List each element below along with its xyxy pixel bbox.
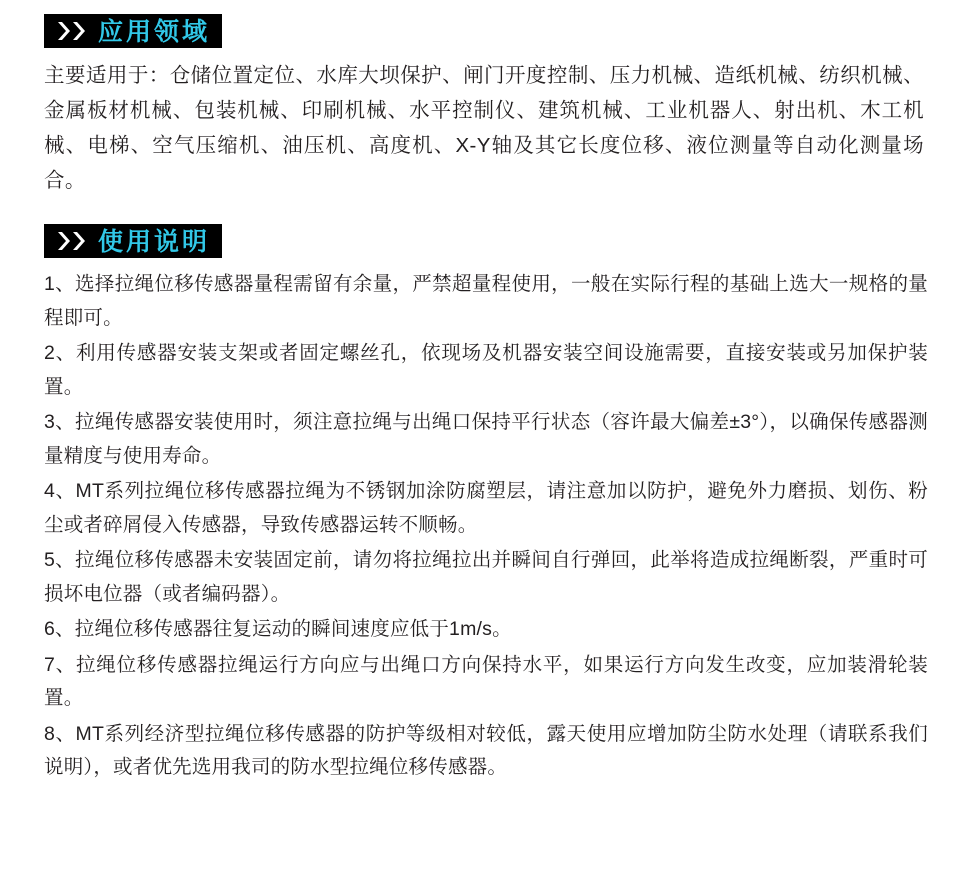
section-heading-application-fields (44, 14, 222, 48)
section-title-plate (96, 14, 222, 48)
instructions-body (44, 268, 928, 785)
instruction-item: 2、利用传感器安装支架或者固定螺丝孔，依现场及机器安装空间设施需要，直接安装或另加保护装置。 (44, 342, 928, 398)
instruction-item: 3、拉绳传感器安装使用时，须注意拉绳与出绳口保持平行状态（容许最大偏差±3°），以确保传感器测量精度与使用寿命。 (44, 411, 928, 467)
instruction-item: 8、MT系列经济型拉绳位移传感器的防护等级相对较低，露天使用应增加防尘防水处理（请联系我们说明），或者优先选用我司的防水型拉绳位移传感器。 (44, 722, 928, 778)
double-chevron-icon (44, 224, 96, 258)
instruction-item: 1、选择拉绳位移传感器量程需留有余量，严禁超量程使用，一般在实际行程的基础上选大一规格的量程即可。 (44, 273, 928, 329)
section-title-text: 应用领域 (98, 16, 211, 46)
double-chevron-icon (44, 14, 96, 48)
section-title-text: 使用说明 (98, 226, 211, 256)
section-title-plate (96, 224, 222, 258)
instruction-item: 7、拉绳位移传感器拉绳运行方向应与出绳口方向保持水平，如果运行方向发生改变，应加装滑轮装置。 (44, 653, 928, 709)
instruction-item: 4、MT系列拉绳位移传感器拉绳为不锈钢加涂防腐塑层，请注意加以防护，避免外力磨损、划伤、粉尘或者碎屑侵入传感器，导致传感器运转不顺畅。 (44, 480, 928, 536)
section-heading-instructions (44, 224, 222, 258)
application-fields-body (44, 58, 924, 198)
application-fields-paragraph: 主要适用于：仓储位置定位、水库大坝保护、闸门开度控制、压力机械、造纸机械、纺织机械、金属板材机械、包装机械、印刷机械、水平控制仪、建筑机械、工业机器人、射出机、木工机械、电梯、空气压缩机、油压机、高度机、X-Y轴及其它长度位移、液位测量等自动化测量场合。 (44, 64, 924, 192)
instruction-item: 5、拉绳位移传感器未安装固定前，请勿将拉绳拉出并瞬间自行弹回，此举将造成拉绳断裂，严重时可损坏电位器（或者编码器）。 (44, 549, 928, 605)
instruction-item: 6、拉绳位移传感器往复运动的瞬间速度应低于1m/s。 (44, 618, 512, 640)
